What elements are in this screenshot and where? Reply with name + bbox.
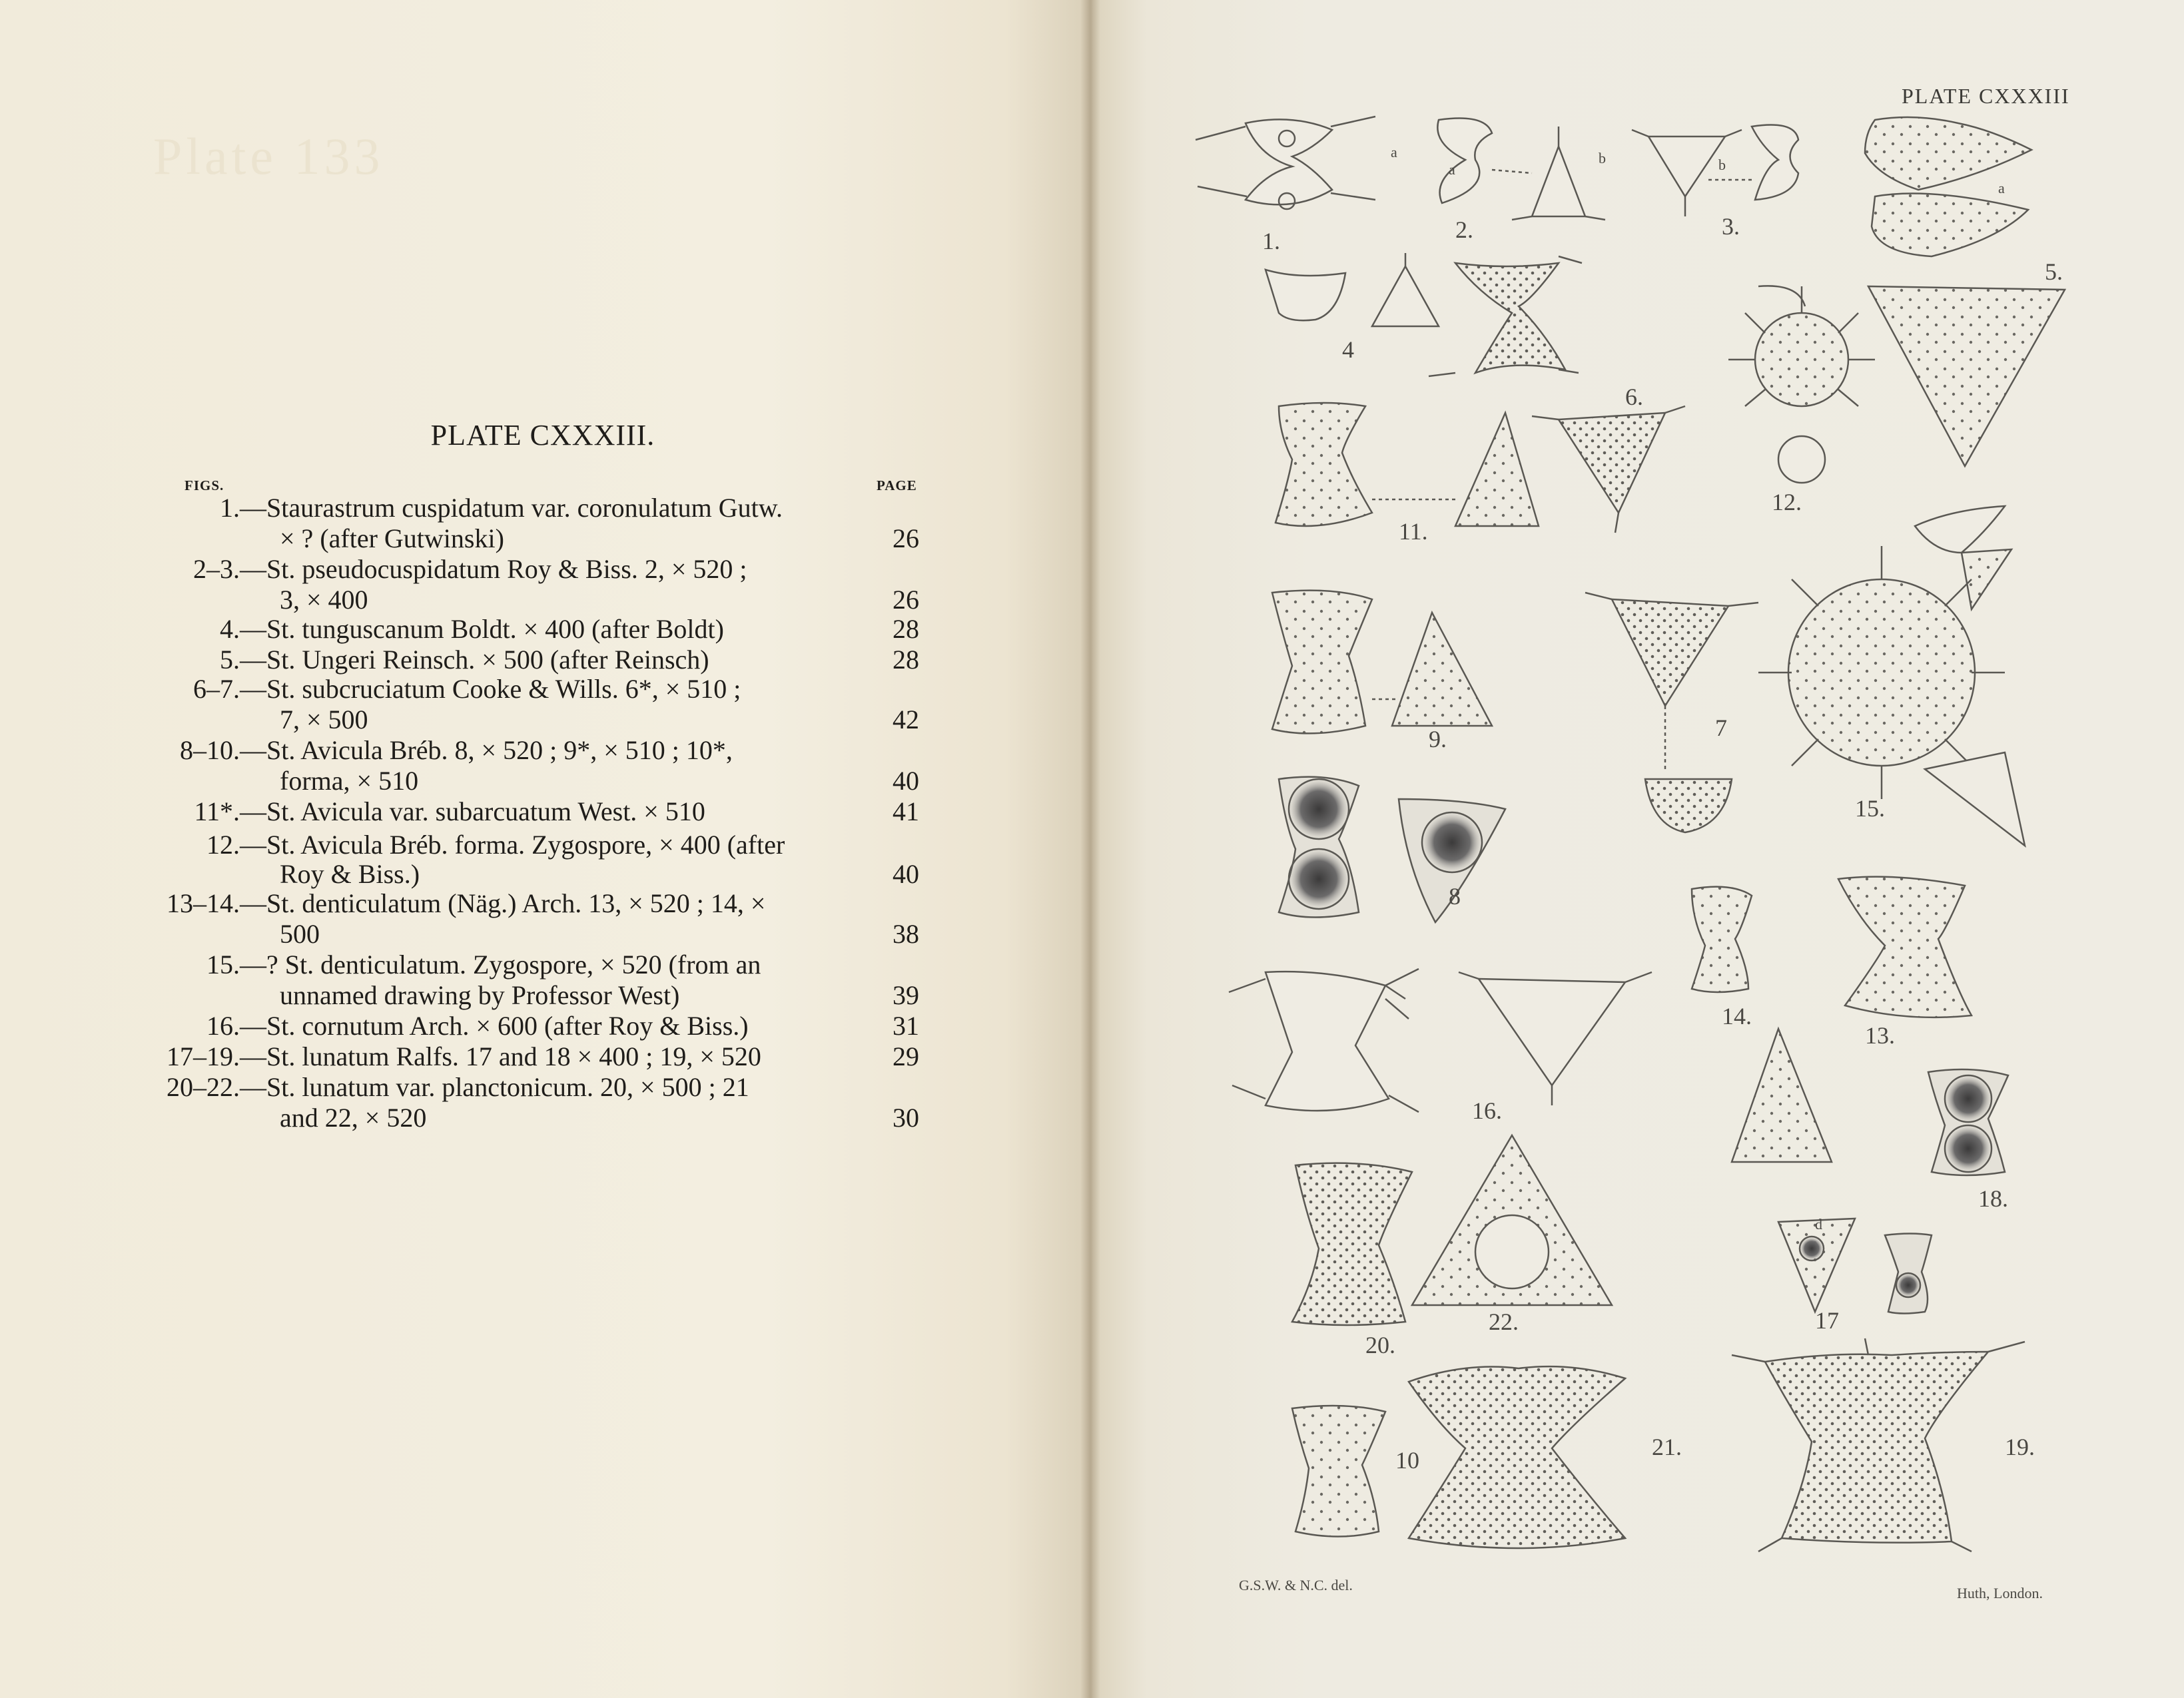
figure-entry: 2–3.— St. pseudocuspidatum Roy & Biss. 2, × 520 ;: [193, 554, 747, 584]
page-number: 26: [893, 585, 919, 615]
figure-entry-continued: 3, × 400 26: [280, 585, 919, 615]
page-column-header: PAGE: [877, 477, 917, 493]
bleed-through-text: Plate 133: [153, 127, 384, 185]
figure-1-drawing: [1196, 117, 1375, 209]
figure-label: 8: [1449, 883, 1461, 910]
figure-label: 17: [1815, 1307, 1839, 1334]
figure-17-drawing: [1778, 1219, 1932, 1314]
figure-22-drawing: [1412, 1135, 1612, 1305]
figure-entry-continued: unnamed drawing by Professor West) 39: [280, 980, 919, 1010]
figure-label: 19.: [2005, 1434, 2035, 1460]
figure-4-drawing: [1266, 253, 1439, 326]
figure-number: 1.—: [220, 493, 266, 523]
page-number: 30: [893, 1103, 919, 1133]
page-number: 38: [893, 919, 919, 949]
artist-credit: G.S.W. & N.C. del.: [1239, 1577, 1353, 1593]
figure-5-drawing: [1865, 117, 2065, 466]
figure-entry-continued: 500 38: [280, 919, 919, 949]
figure-21-drawing: [1409, 1366, 1625, 1548]
figure-label: 21.: [1652, 1434, 1682, 1460]
figure-entry-continued: Roy & Biss.) 40: [280, 859, 919, 889]
figure-label: 16.: [1472, 1097, 1502, 1124]
figure-entry: 4.— St. tunguscanum Boldt. × 400 (after Boldt) 28: [220, 614, 919, 644]
figure-2-drawing: [1437, 119, 1605, 220]
figure-label: 6.: [1625, 384, 1643, 410]
figure-entry: 12.— St. Avicula Bréb. forma. Zygospore, × 400 (after: [206, 830, 785, 860]
figure-7-drawing: [1585, 593, 1758, 832]
figure-entry: 5.— St. Ungeri Reinsch. × 500 (after Reinsch) 28: [220, 645, 919, 675]
figure-label: 5.: [2045, 258, 2063, 285]
figure-label: 1.: [1262, 228, 1280, 254]
figure-entry-continued: [0, 523, 932, 554]
figure-entry: 20–22.— St. lunatum var. planctonicum. 20, × 500 ; 21: [167, 1072, 749, 1102]
figure-label: 3.: [1722, 213, 1740, 240]
figure-label: 7: [1715, 714, 1727, 741]
figs-column-header: FIGS.: [184, 477, 224, 493]
figure-label: 11.: [1399, 518, 1428, 545]
figure-14-drawing: [1692, 887, 1752, 992]
figure-entry: 16.— St. cornutum Arch. × 600 (after Roy & Biss.) 31: [206, 1011, 919, 1041]
plate-illustrations: [1092, 0, 2184, 1698]
printer-credit: Huth, London.: [1957, 1585, 2043, 1601]
figure-20-drawing: [1292, 1163, 1412, 1325]
figure-entry: 6–7.— St. subcruciatum Cooke & Wills. 6*, × 510 ;: [193, 674, 741, 704]
view-letter: a: [1449, 161, 1455, 178]
figure-8-drawing: [1279, 777, 1505, 922]
figure-19-drawing: [1732, 1338, 2025, 1552]
entry-line-1: Staurastrum cuspidatum var. coronulatum Gutw.: [266, 493, 783, 523]
figure-12-drawing: [1728, 286, 1875, 483]
page-number: 39: [893, 980, 919, 1010]
figure-entry: 13–14.— St. denticulatum (Näg.) Arch. 13, × 520 ; 14, ×: [167, 888, 766, 918]
view-letter: a: [1391, 144, 1397, 160]
page-number: 41: [893, 796, 919, 826]
page-number: 40: [893, 766, 919, 796]
figure-13-drawing: [1732, 877, 1972, 1162]
figure-label: 12.: [1772, 489, 1802, 515]
figure-label: 10: [1395, 1447, 1419, 1474]
plate-label: PLATE CXXXIII: [1902, 84, 2070, 108]
figure-entry: 11*.— St. Avicula var. subarcuatum West. × 510 41: [194, 796, 919, 826]
figure-label: 2.: [1455, 216, 1473, 243]
figure-6-drawing: [1429, 256, 1685, 533]
figure-18-drawing: [1928, 1069, 2008, 1175]
figure-label: 20.: [1365, 1332, 1395, 1358]
page-number: 31: [893, 1011, 919, 1041]
view-letter: a: [1998, 180, 2005, 196]
view-letter: d: [1815, 1216, 1822, 1233]
page-number: 40: [893, 859, 919, 889]
figure-11-drawing: [1275, 403, 1539, 526]
figure-label: 15.: [1855, 795, 1885, 822]
figure-label: 9.: [1429, 726, 1447, 752]
view-letter: b: [1599, 150, 1606, 166]
figure-entry-continued: and 22, × 520 30: [280, 1103, 919, 1133]
figure-entry: [0, 493, 932, 523]
figure-label: 4: [1342, 336, 1354, 363]
figure-entry: 8–10.— St. Avicula Bréb. 8, × 520 ; 9*, × 510 ; 10*,: [180, 735, 733, 765]
figure-entry-continued: 7, × 500 42: [280, 705, 919, 734]
figure-entry: 17–19.— St. lunatum Ralfs. 17 and 18 × 400 ; 19, × 520 29: [167, 1041, 919, 1071]
figure-entry-continued: forma, × 510 40: [280, 766, 919, 796]
figure-label: 13.: [1865, 1022, 1895, 1049]
figure-label: 22.: [1489, 1308, 1519, 1335]
figure-entry: 15.— ? St. denticulatum. Zygospore, × 520 (from an: [206, 950, 761, 980]
page-number: 29: [893, 1041, 919, 1071]
page-number: 26: [893, 523, 919, 553]
figure-3-drawing: [1632, 125, 1798, 217]
figure-10-drawing: [1292, 1406, 1385, 1537]
plate-title: PLATE CXXXIII.: [430, 419, 655, 451]
figure-label: 18.: [1978, 1185, 2008, 1212]
page-number: 28: [893, 645, 919, 675]
view-letter: b: [1718, 156, 1726, 173]
figure-9-drawing: [1272, 591, 1492, 734]
figure-label: 14.: [1722, 1003, 1752, 1029]
page-number: 28: [893, 614, 919, 644]
figure-15-drawing: [1758, 506, 2025, 846]
figure-16-drawing: [1229, 969, 1652, 1112]
entry-line-2: × ? (after Gutwinski): [280, 523, 504, 553]
page-number: 42: [893, 705, 919, 734]
